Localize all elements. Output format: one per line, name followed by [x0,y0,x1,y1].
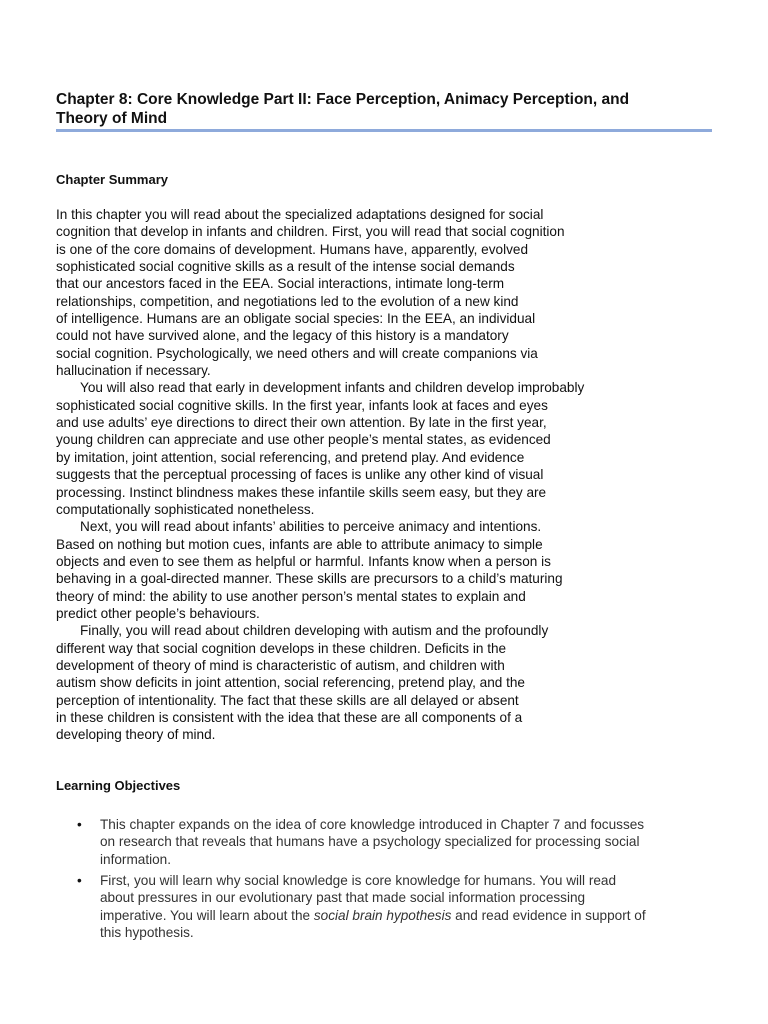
summary-line: behaving in a goal-directed manner. These skills are precursors to a child’s maturing [56,571,563,587]
objective-line: This chapter expands on the idea of core knowledge introduced in Chapter 7 and focusses [100,817,645,832]
bullet-icon: • [77,873,82,889]
objective-line [100,907,716,924]
summary-line: of intelligence. Humans are an obligate social species: In the EEA, an individual [56,311,536,327]
objective-text: imperative. You will learn about the [100,907,314,923]
objective-line: about pressures in our evolutionary past that made social information processing [100,890,586,906]
summary-line: social cognition. Psychologically, we need others and will create companions via [56,345,538,361]
summary-line: Finally, you will read about children developing with autism and the profoundly [80,623,549,639]
chapter-title-line: Theory of Mind [56,110,168,127]
summary-line: development of theory of mind is characteristic of autism, and children with [56,657,505,673]
summary-line: is one of the core domains of development. Humans have, apparently, evolved [56,241,529,257]
chapter-title-line: Chapter 8: Core Knowledge Part II: Face Perception, Animacy Perception, and [56,91,630,108]
summary-line: You will also read that early in development infants and children develop improbably [80,380,585,396]
summary-line: could not have survived alone, and the legacy of this history is a mandatory [56,328,509,344]
summary-line: sophisticated social cognitive skills. In the first year, infants look at faces and eyes [56,397,548,413]
learning-objectives-heading: Learning Objectives [56,778,181,793]
summary-line: sophisticated social cognitive skills as a result of the intense social demands [56,259,515,275]
summary-line: developing theory of mind. [56,727,216,743]
summary-line: that our ancestors faced in the EEA. Social interactions, intimate long-term [56,276,505,292]
summary-line: suggests that the perceptual processing of faces is unlike any other kind of visual [56,467,544,483]
summary-line: perception of intentionality. The fact that these skills are all delayed or absent [56,692,519,708]
objective-line: First, you will learn why social knowledge is core knowledge for humans. You will read [100,873,617,889]
objective-line: on research that reveals that humans have a psychology specialized for processing social [100,834,640,850]
summary-line: different way that social cognition develops in these children. Deficits in the [56,640,507,656]
summary-line: predict other people’s behaviours. [56,605,260,621]
summary-line: computationally sophisticated nonetheless. [56,501,315,517]
summary-line: objects and even to see them as helpful or harmful. Infants know when a person is [56,553,551,569]
objective-line: this hypothesis. [100,925,194,941]
summary-line: by imitation, joint attention, social referencing, and pretend play. And evidence [56,449,525,465]
summary-line: In this chapter you will read about the specialized adaptations designed for social [56,207,544,222]
summary-line: theory of mind: the ability to use another person’s mental states to explain and [56,588,526,604]
summary-line: processing. Instinct blindness makes these infantile skills seem easy, but they are [56,484,547,500]
summary-line: hallucination if necessary. [56,363,211,379]
summary-line: and use adults’ eye directions to direct their own attention. By late in the first year, [56,415,547,431]
list-item [56,872,716,941]
learning-objectives-list [56,816,716,945]
list-item [56,816,716,868]
summary-line: autism show deficits in joint attention, social referencing, pretend play, and the [56,675,525,691]
chapter-summary-text [56,206,716,744]
objective-line: information. [100,851,172,867]
chapter-title [56,90,716,128]
bullet-icon: • [77,817,82,832]
summary-line: in these children is consistent with the idea that these are all components of a [56,709,523,725]
social-brain-hypothesis-term: social brain hypothesis [313,907,452,923]
summary-line: relationships, competition, and negotiations led to the evolution of a new kind [56,293,519,309]
summary-line: Next, you will read about infants’ abilities to perceive animacy and intentions. [80,519,542,535]
summary-line: cognition that develop in infants and children. First, you will read that social cognition [56,224,565,240]
summary-line: Based on nothing but motion cues, infants are able to attribute animacy to simple [56,536,543,552]
chapter-summary-heading: Chapter Summary [56,172,168,187]
summary-line: young children can appreciate and use other people’s mental states, as evidenced [56,432,551,448]
objective-text: and read evidence in support of [451,907,646,923]
title-underline-rule [56,129,712,132]
